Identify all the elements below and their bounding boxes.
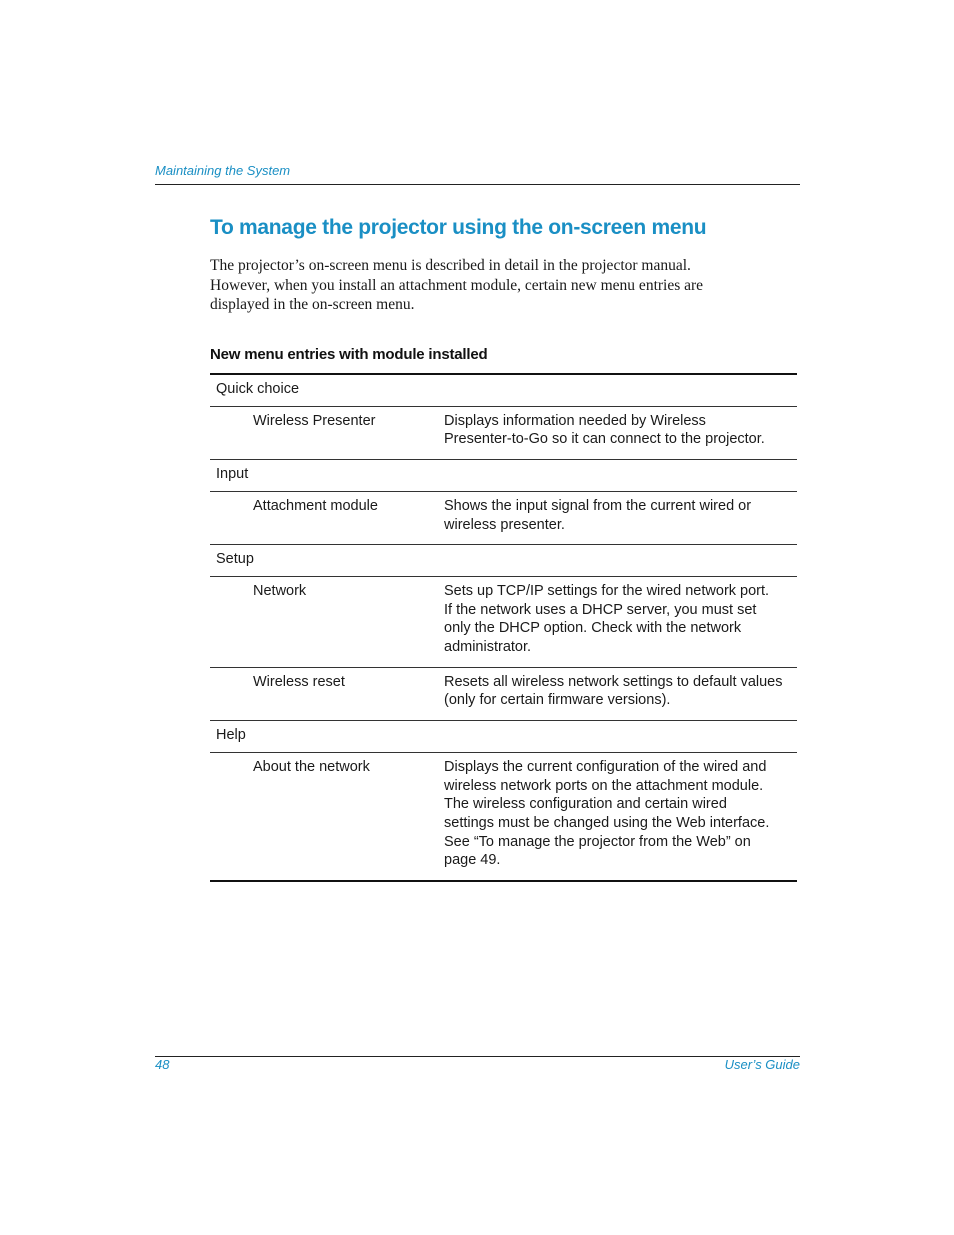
footer-rule <box>155 1056 800 1057</box>
entry-description <box>444 673 792 710</box>
description-line: Sets up TCP/IP settings for the wired network port. <box>444 582 770 599</box>
category-row-help: Help <box>210 721 797 753</box>
entry-row-network <box>210 577 797 668</box>
entry-row-about-the-network <box>210 753 797 880</box>
description-line: Displays the current configuration of the wired and <box>444 758 767 775</box>
entry-description <box>444 758 792 870</box>
table-caption: New menu entries with module installed <box>210 346 488 363</box>
entry-row-attachment-module <box>210 492 797 545</box>
entry-row-wireless-reset <box>210 668 797 721</box>
intro-line: displayed in the on-screen menu. <box>210 296 415 313</box>
running-header: Maintaining the System <box>155 163 291 178</box>
entry-name: Wireless reset <box>253 673 345 690</box>
intro-paragraph <box>210 256 780 315</box>
header-rule <box>155 184 800 185</box>
description-line: wireless presenter. <box>444 516 565 533</box>
entry-name: Wireless Presenter <box>253 412 376 429</box>
entry-name: Network <box>253 582 307 599</box>
description-line: The wireless configuration and certain wired <box>444 796 727 813</box>
entry-description <box>444 582 792 657</box>
description-line: Displays information needed by Wireless <box>444 412 706 429</box>
intro-line: However, when you install an attachment module, certain new menu entries are <box>210 276 704 294</box>
category-row-quick-choice: Quick choice <box>210 375 797 407</box>
description-line: only the DHCP option. Check with the network <box>444 620 742 637</box>
footer-doc-title: User’s Guide <box>724 1057 800 1072</box>
description-line: (only for certain firmware versions). <box>444 692 671 709</box>
description-line: See “To manage the projector from the Web” on <box>444 833 751 850</box>
description-line: page 49. <box>444 852 501 869</box>
section-title: To manage the projector using the on-screen menu <box>210 216 707 239</box>
entry-description <box>444 497 792 534</box>
entry-name: Attachment module <box>253 497 378 514</box>
entry-description <box>444 412 792 449</box>
entry-row-wireless-presenter <box>210 407 797 460</box>
page-number: 48 <box>155 1057 170 1072</box>
description-line: Resets all wireless network settings to default values <box>444 673 783 690</box>
category-row-setup: Setup <box>210 545 797 577</box>
description-line: settings must be changed using the Web interface. <box>444 814 770 831</box>
description-line: Presenter-to-Go so it can connect to the projector. <box>444 431 765 448</box>
description-line: wireless network ports on the attachment module. <box>444 777 764 794</box>
description-line: administrator. <box>444 639 532 656</box>
category-row-input: Input <box>210 460 797 492</box>
description-line: If the network uses a DHCP server, you must set <box>444 601 757 618</box>
intro-line: The projector’s on-screen menu is described in detail in the projector manual. <box>210 257 691 274</box>
menu-entries-table <box>210 373 797 882</box>
entry-name: About the network <box>253 758 370 775</box>
description-line: Shows the input signal from the current wired or <box>444 497 752 514</box>
